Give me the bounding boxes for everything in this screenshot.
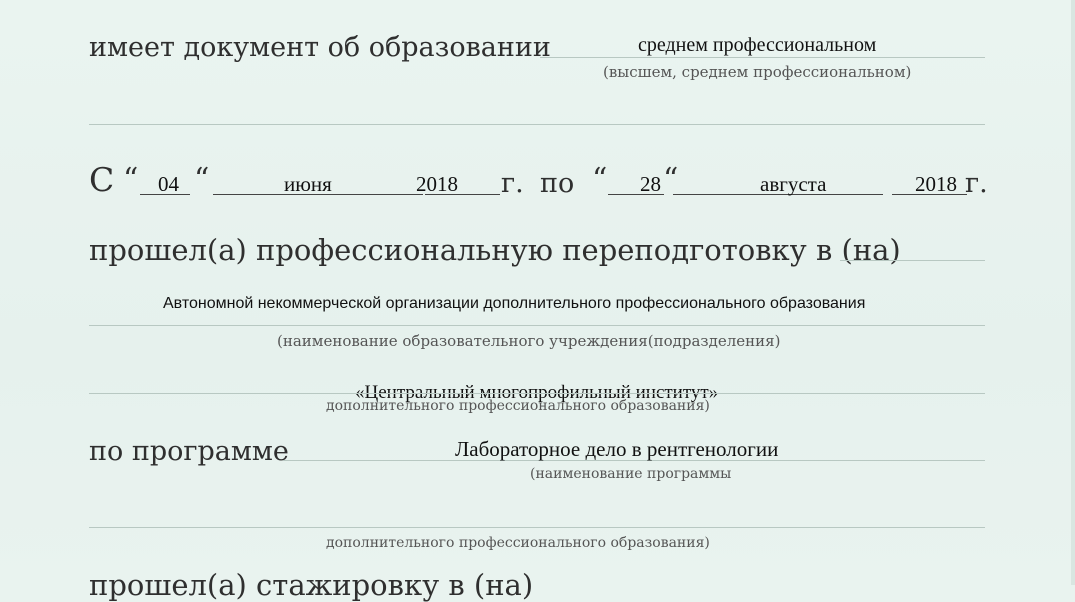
month-to: августа <box>760 172 827 196</box>
education-document-label: имеет документ об образовании <box>89 32 551 63</box>
quote-open-to: “ <box>592 162 608 197</box>
program-hint-2: дополнительного профессионального образования) <box>326 535 710 551</box>
month-from: июня <box>284 172 332 196</box>
blank-line-1 <box>89 124 985 125</box>
year-to: 2018 <box>915 172 957 196</box>
internship-label: прошел(а) стажировку в (на) <box>89 568 534 602</box>
institution-underline-2 <box>89 393 985 394</box>
education-level-line <box>540 57 985 58</box>
quote-close-to: “ <box>663 162 679 197</box>
program-underline-2 <box>89 527 985 528</box>
institution-hint: (наименование образовательного учреждения(подразделения) <box>277 332 781 350</box>
year-suffix-from: г. <box>501 168 524 199</box>
date-prefix: С <box>89 160 115 199</box>
program-value: Лабораторное дело в рентгенологии <box>455 437 779 461</box>
year-from: 2018 <box>416 172 458 196</box>
program-label: по программе <box>89 436 289 467</box>
institution-hint-2: дополнительного профессионального образования) <box>326 398 710 414</box>
program-hint: (наименование программы <box>530 466 732 482</box>
date-to-word: по <box>540 168 575 199</box>
day-from: 04 <box>158 172 179 196</box>
institution-underline-1 <box>89 325 985 326</box>
education-level-value: среднем профессиональном <box>638 34 877 56</box>
quote-close-from: “ <box>194 162 210 197</box>
institution-line-2: «Центральный многопрофильный институт» <box>355 382 719 403</box>
quote-open-from: “ <box>123 162 139 197</box>
institution-line-1: Автономной некоммерческой организации дополнительного профессионального образования <box>163 295 866 312</box>
sheet-edge <box>1071 0 1075 585</box>
retraining-line <box>840 260 985 261</box>
education-level-hint: (высшем, среднем профессиональном) <box>603 63 912 81</box>
year-suffix-to: г. <box>965 168 988 199</box>
retraining-label: прошел(а) профессиональную переподготовку в (на) <box>89 233 901 267</box>
day-to: 28 <box>640 172 661 196</box>
